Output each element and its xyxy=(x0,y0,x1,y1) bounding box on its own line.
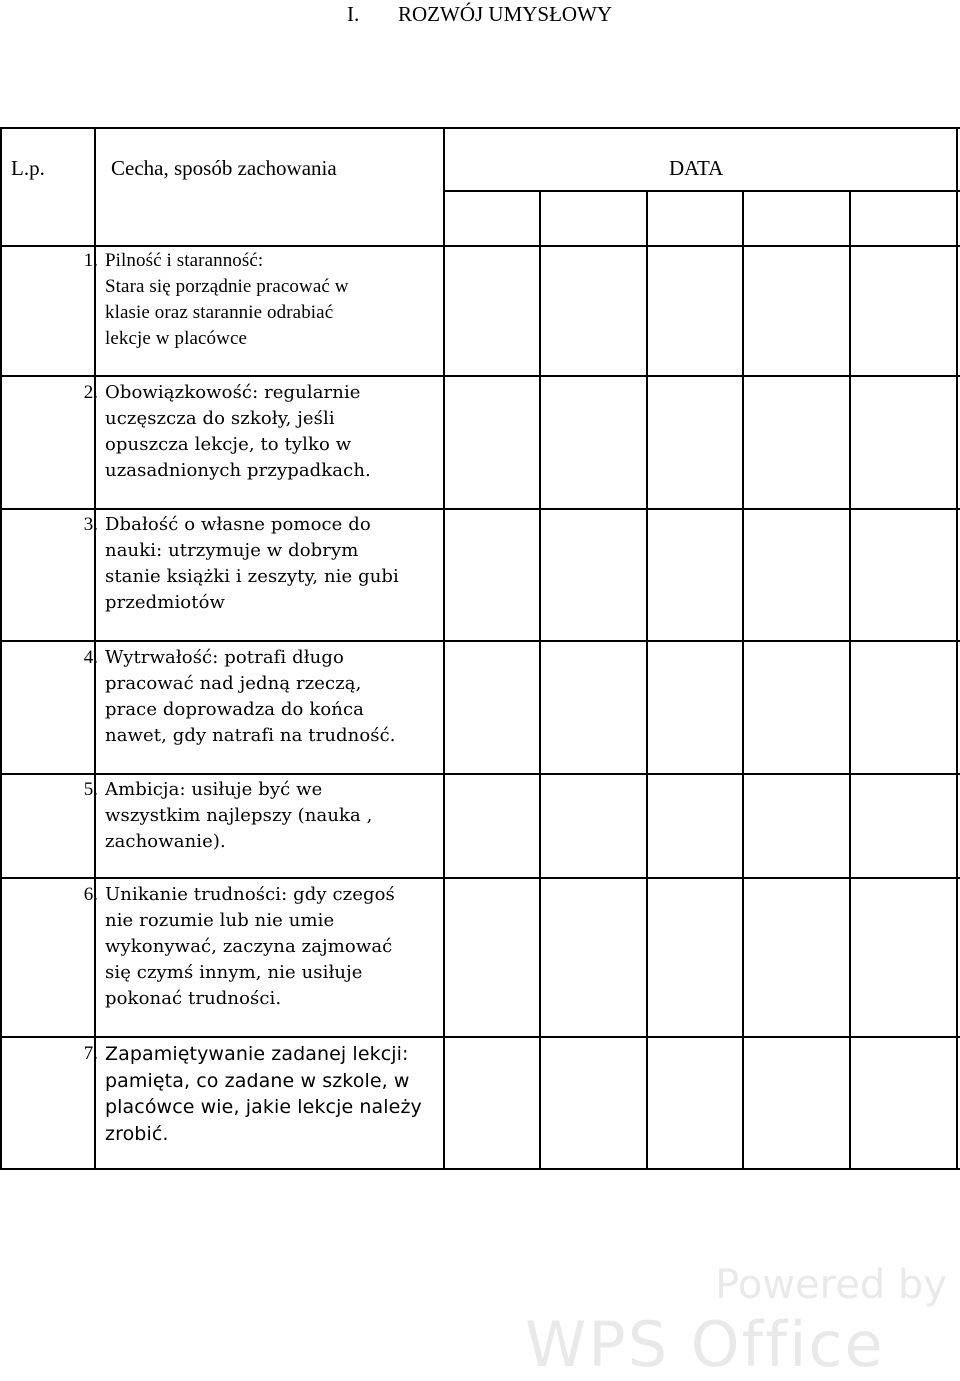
header-date: DATA xyxy=(669,156,724,180)
row-divider xyxy=(0,245,960,247)
row-number: 7. xyxy=(83,1043,98,1064)
table-row xyxy=(105,248,435,352)
row-text-line: Wytrwałość: potrafi długo xyxy=(105,647,344,668)
header-lp: L.p. xyxy=(11,156,45,180)
table-row xyxy=(105,380,435,484)
row-text-line: się czymś innym, nie usiłuje xyxy=(105,962,363,983)
table-row xyxy=(105,777,435,855)
col-divider-date xyxy=(539,190,541,1170)
row-divider xyxy=(0,773,960,775)
header-divider xyxy=(443,190,960,192)
row-text-line: wszystkim najlepszy (nauka , xyxy=(105,805,373,826)
row-divider xyxy=(0,640,960,642)
table-row xyxy=(105,882,435,1012)
row-text-line: uczęszcza do szkoły, jeśli xyxy=(105,408,335,429)
row-number: 3. xyxy=(83,514,98,535)
col-divider-date xyxy=(849,190,851,1170)
row-text-line: nauki: utrzymuje w dobrym xyxy=(105,540,359,561)
row-text-line: Ambicja: usiłuje być we xyxy=(105,779,323,800)
row-text-line: Unikanie trudności: gdy czegoś xyxy=(105,884,395,905)
row-text-line: placówce wie, jakie lekcje należy xyxy=(105,1096,422,1118)
table-border-top xyxy=(0,127,960,129)
table-border-right xyxy=(956,127,958,1170)
row-text-line: Zapamiętywanie zadanej lekcji: xyxy=(105,1043,409,1065)
row-number: 5. xyxy=(83,779,98,800)
wps-watermark xyxy=(525,1262,955,1380)
row-number: 6. xyxy=(83,884,98,905)
row-text-line: pracować nad jedną rzeczą, xyxy=(105,673,362,694)
watermark-powered-by: Powered by xyxy=(715,1262,947,1308)
watermark-brand: WPS Office xyxy=(525,1308,885,1381)
row-text-line: prace doprowadza do końca xyxy=(105,699,364,720)
header-feature: Cecha, sposób zachowania xyxy=(111,156,337,180)
row-text-line: uzasadnionych przypadkach. xyxy=(105,460,371,481)
row-text-line: Stara się porządnie pracować w xyxy=(105,276,349,297)
col-divider-date xyxy=(742,190,744,1170)
row-text-line: Pilność i staranność: xyxy=(105,250,264,271)
row-text-line: zrobić. xyxy=(105,1122,169,1145)
col-divider-date xyxy=(646,190,648,1170)
row-text-line: wykonywać, zaczyna zajmować xyxy=(105,936,393,957)
row-text-line: nie rozumie lub nie umie xyxy=(105,910,335,931)
col-divider-feature xyxy=(443,127,445,1170)
row-divider xyxy=(0,877,960,879)
row-text-line: przedmiotów xyxy=(105,592,226,613)
table-row xyxy=(105,1041,435,1147)
section-number: I. xyxy=(347,2,360,26)
row-text-line: opuszcza lekcje, to tylko w xyxy=(105,434,352,455)
row-text-line: pamięta, co zadane w szkole, w xyxy=(105,1069,410,1092)
row-text-line: stanie książki i zeszyty, nie gubi xyxy=(105,566,399,587)
row-text-line: Dbałość o własne pomoce do xyxy=(105,514,371,535)
table-border-bottom xyxy=(0,1168,960,1170)
row-text-line: klasie oraz starannie odrabiać xyxy=(105,302,334,323)
row-divider xyxy=(0,375,960,377)
row-divider xyxy=(0,508,960,510)
row-number: 2. xyxy=(83,382,98,403)
row-number: 4. xyxy=(83,647,98,668)
row-text-line: nawet, gdy natrafi na trudność. xyxy=(105,725,396,746)
row-number: 1. xyxy=(83,250,98,271)
section-title: ROZWÓJ UMYSŁOWY xyxy=(398,2,613,26)
table-row xyxy=(105,645,435,749)
table-row xyxy=(105,512,435,616)
row-text-line: pokonać trudności. xyxy=(105,988,282,1009)
row-divider xyxy=(0,1036,960,1038)
row-text-line: zachowanie). xyxy=(105,831,226,852)
row-text-line: lekcje w placówce xyxy=(105,328,248,349)
row-text-line: Obowiązkowość: regularnie xyxy=(105,382,361,403)
